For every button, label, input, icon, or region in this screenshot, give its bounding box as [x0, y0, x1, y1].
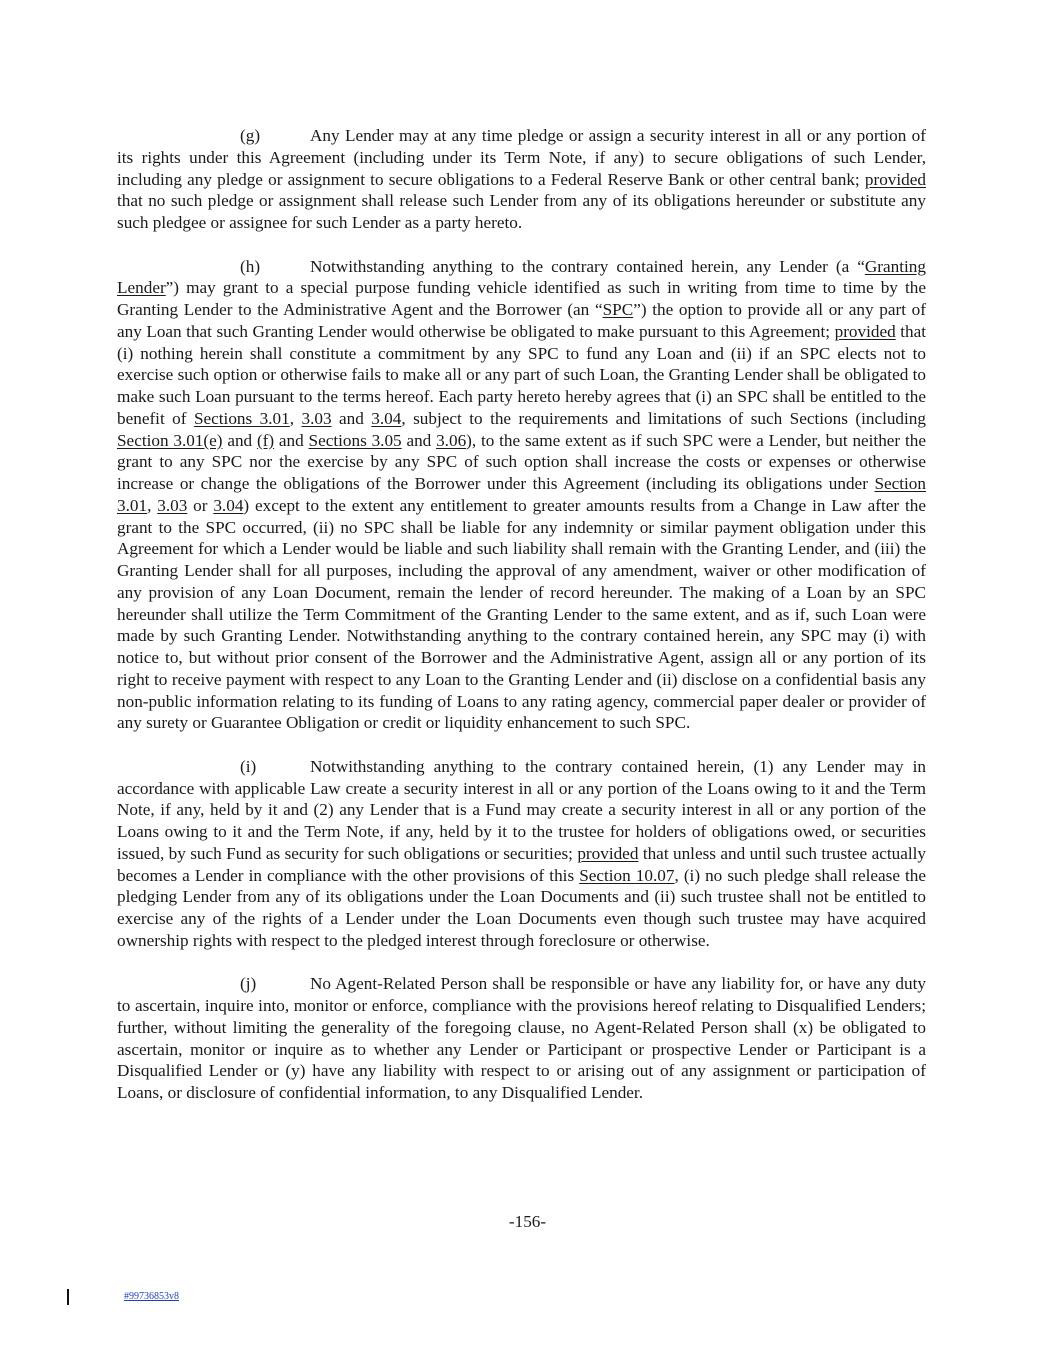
paragraph-label: (j)	[240, 974, 257, 994]
defined-term: Granting Lender	[117, 256, 926, 298]
section-reference: Section 3.01(e)	[117, 430, 223, 450]
section-reference: 3.03	[157, 495, 188, 515]
defined-term: SPC	[602, 300, 634, 319]
section-reference: Sections 3.01	[193, 408, 290, 428]
section-reference: 3.03	[301, 408, 332, 428]
defined-term: provided	[577, 843, 639, 863]
defined-term: provided	[864, 169, 926, 189]
paragraph-i: (i) Notwithstanding anything to the contrary contained herein, (1) any Lender may in accordance with applicable Law create a security interest in all or any portion of the Loans owing to it and the Term Note, if any, held by it and (2) any Lender that is a Fund may create a security interest in all or any portion of the Loans owing to it and the Term Note, if any, held by it to the trustee for holders of obligations owed, or securities issued, by such Fund as security for such obligations or securities; provided that unless and until such trustee actually becomes a Lender in compliance with the other provisions of this Section 10.07, (i) no such pledge shall release the pledging Lender from any of its obligations under the Loan Documents and (ii) such trustee shall not be entitled to exercise any of the rights of a Lender under the Loan Documents even though such trustee may have acquired ownership rights with respect to the pledged interest through foreclosure or otherwise.	[117, 756, 926, 950]
defined-term: provided	[834, 321, 896, 341]
paragraph-label: (g)	[240, 126, 261, 145]
section-reference: 3.06	[436, 430, 467, 450]
paragraph-label: (h)	[240, 256, 261, 276]
document-body	[117, 125, 926, 1126]
paragraph-h: (h) Notwithstanding anything to the contrary contained herein, any Lender (a “Granting Lender”) may grant to a special purpose funding vehicle identified as such in writing from time to time by the Granting Lender to the Administrative Agent and the Borrower (an “SPC”) the option to provide all or any part of any Loan that such Granting Lender would otherwise be obligated to make pursuant to this Agreement; provided that (i) nothing herein shall constitute a commitment by any SPC to fund any Loan and (ii) if an SPC elects not to exercise such option or otherwise fails to make all or any part of such Loan, the Granting Lender shall be obligated to make such Loan pursuant to the terms hereof. Each party hereto hereby agrees that (i) an SPC shall be entitled to the benefit of Sections 3.01, 3.03 and 3.04, subject to the requirements and limitations of such Sections (including Section 3.01(e) and (f) and Sections 3.05 and 3.06), to the same extent as if such SPC were a Lender, but neither the grant to any SPC nor the exercise by any SPC of such option shall increase the costs or expenses or otherwise increase or change the obligations of the Borrower under this Agreement (including its obligations under Section 3.01, 3.03 or 3.04) except to the extent any entitlement to greater amounts results from a Change in Law after the grant to the SPC occurred, (ii) no SPC shall be liable for any indemnity or similar payment obligation under this Agreement for which a Lender would be liable and such liability shall remain with the Granting Lender, and (iii) the Granting Lender shall for all purposes, including the approval of any amendment, waiver or other modification of any provision of any Loan Document, remain the lender of record hereunder. The making of a Loan by an SPC hereunder shall utilize the Term Commitment of the Granting Lender to the same extent, and as if, such Loan were made by such Granting Lender. Notwithstanding anything to the contrary contained herein, any SPC may (i) with notice to, but without prior consent of the Borrower and the Administrative Agent, assign all or any portion of its right to receive payment with respect to any Loan to the Granting Lender and (ii) disclose on a confidential basis any non-public information relating to its funding of Loans to any rating agency, commercial paper dealer or provider of any surety or Guarantee Obligation or credit or liquidity enhancement to such SPC.	[117, 256, 926, 733]
change-bar	[67, 1289, 69, 1305]
section-reference: Section 10.07	[579, 865, 675, 885]
section-reference: (f)	[256, 430, 275, 450]
paragraph-j: (j) No Agent-Related Person shall be responsible or have any liability for, or have any duty to ascertain, inquire into, monitor or enforce, compliance with the provisions hereof relating to Disqualified Lenders; further, without limiting the generality of the foregoing clause, no Agent-Related Person shall (x) be obligated to ascertain, monitor or inquire as to whether any Lender or Participant or prospective Lender or Participant is a Disqualified Lender or (y) have any liability with respect to or arising out of any assignment or participation of Loans, or disclosure of confidential information, to any Disqualified Lender.	[117, 974, 926, 1102]
page-number: -156-	[508, 1212, 547, 1231]
section-reference: 3.04	[371, 408, 402, 428]
section-reference: Sections 3.05	[308, 430, 402, 450]
paragraph-g: (g) Any Lender may at any time pledge or assign a security interest in all or any portion of its rights under this Agreement (including under its Term Note, if any) to secure obligations of such Lender, including any pledge or assignment to secure obligations to a Federal Reserve Bank or other central bank; provided that no such pledge or assignment shall release such Lender from any of its obligations hereunder or substitute any such pledgee or assignee for such Lender as a party hereto.	[117, 126, 926, 232]
document-id-link[interactable]: #99736853v8	[124, 1291, 179, 1302]
section-reference: 3.04	[213, 495, 244, 515]
paragraph-label: (i)	[240, 756, 257, 776]
section-reference: Section 3.01	[117, 474, 926, 515]
